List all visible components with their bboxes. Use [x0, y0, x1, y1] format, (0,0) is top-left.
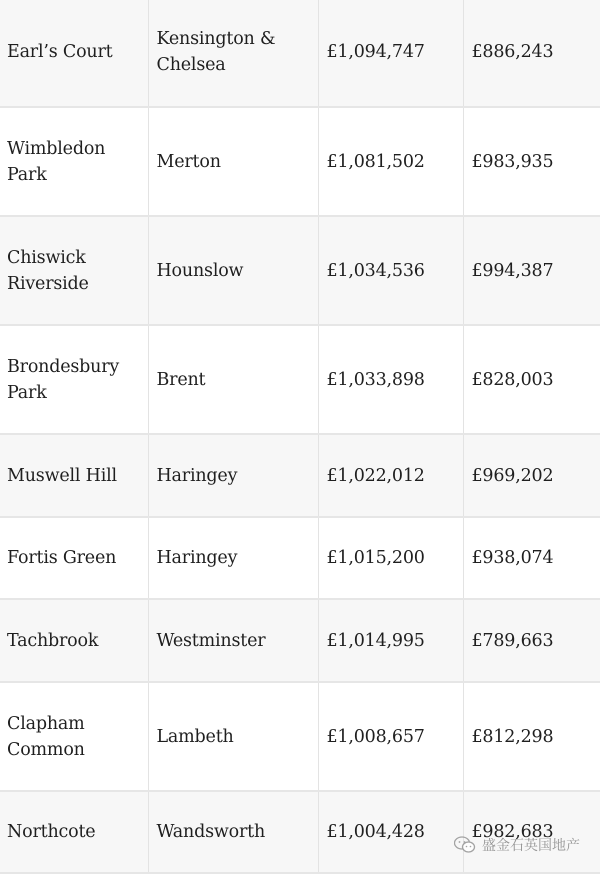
- previous-price-cell: £982,683: [463, 791, 600, 873]
- current-price-cell: £1,004,428: [318, 791, 463, 873]
- table-row: [0, 434, 600, 517]
- previous-price-cell: £938,074: [463, 517, 600, 599]
- table-row: [0, 0, 600, 107]
- borough-cell: Haringey: [148, 517, 318, 599]
- area-cell: Fortis Green: [0, 517, 148, 599]
- current-price-cell: £1,034,536: [318, 216, 463, 325]
- borough-cell: Brent: [148, 325, 318, 434]
- table-row: [0, 517, 600, 599]
- previous-price-cell: £789,663: [463, 599, 600, 682]
- current-price-cell: £1,094,747: [318, 0, 463, 107]
- borough-cell: Lambeth: [148, 682, 318, 791]
- previous-price-cell: £994,387: [463, 216, 600, 325]
- area-cell: Earl’s Court: [0, 0, 148, 107]
- table-row: [0, 599, 600, 682]
- previous-price-cell: £812,298: [463, 682, 600, 791]
- borough-cell: Kensington & Chelsea: [148, 0, 318, 107]
- wechat-icon: [454, 836, 476, 854]
- table-row: [0, 325, 600, 434]
- current-price-cell: £1,008,657: [318, 682, 463, 791]
- area-cell: Clapham Common: [0, 682, 148, 791]
- table-row: [0, 791, 600, 873]
- previous-price-cell: £828,003: [463, 325, 600, 434]
- borough-cell: Hounslow: [148, 216, 318, 325]
- watermark: [454, 835, 580, 855]
- current-price-cell: £1,022,012: [318, 434, 463, 517]
- borough-cell: Westminster: [148, 599, 318, 682]
- table-row: [0, 682, 600, 791]
- current-price-cell: £1,081,502: [318, 107, 463, 216]
- current-price-cell: £1,014,995: [318, 599, 463, 682]
- current-price-cell: £1,015,200: [318, 517, 463, 599]
- table-row: [0, 107, 600, 216]
- borough-cell: Merton: [148, 107, 318, 216]
- table-row: [0, 216, 600, 325]
- area-cell: Chiswick Riverside: [0, 216, 148, 325]
- borough-cell: Haringey: [148, 434, 318, 517]
- previous-price-cell: £983,935: [463, 107, 600, 216]
- current-price-cell: £1,033,898: [318, 325, 463, 434]
- area-cell: Tachbrook: [0, 599, 148, 682]
- previous-price-cell: £969,202: [463, 434, 600, 517]
- watermark-text: 盛金石英国地产: [482, 838, 580, 854]
- area-cell: Brondesbury Park: [0, 325, 148, 434]
- area-cell: Muswell Hill: [0, 434, 148, 517]
- previous-price-cell: £886,243: [463, 0, 600, 107]
- borough-cell: Wandsworth: [148, 791, 318, 873]
- area-cell: Northcote: [0, 791, 148, 873]
- area-cell: Wimbledon Park: [0, 107, 148, 216]
